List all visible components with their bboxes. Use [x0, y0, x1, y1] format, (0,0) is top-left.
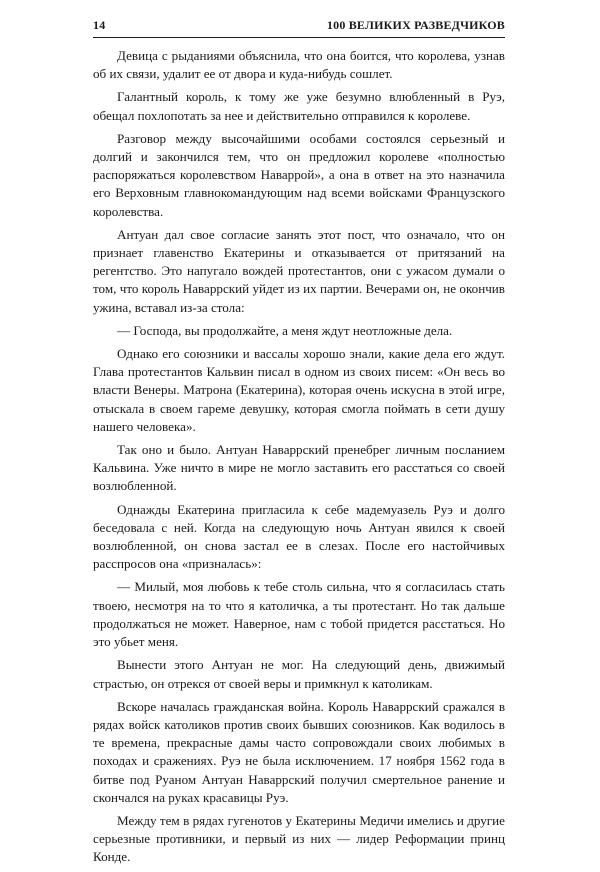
body-text — [93, 47, 505, 872]
paragraph: Разговор между высочайшими особами состоялся серьезный и долгий и закончился тем, что он предложил королеве «полностью распоряжаться королевством Наваррой», а она в ответ на это назначила его Верховным главнокомандующим над всеми войсками Французского королевства. — [93, 130, 505, 219]
paragraph: Между тем в рядах гугенотов у Екатерины Медичи имелись и другие серьезные противники, и первый из них — лидер Реформации принц Конде. — [93, 812, 505, 865]
paragraph: Галантный король, к тому же уже безумно влюбленный в Руэ, обещал похлопотать за нее и действительно отправился к королеве. — [93, 89, 505, 123]
running-head — [93, 18, 505, 33]
book-title: 100 ВЕЛИКИХ РАЗВЕДЧИКОВ — [326, 18, 505, 32]
paragraph: Девица с рыданиями объяснила, что она боится, что королева, узнав об их связи, удалит ее от двора и куда-нибудь сошлет. — [93, 48, 505, 82]
paragraph: Антуан дал свое согласие занять этот пост, что означало, что он признает главенство Екатерины и отказывается от притязаний на регентство. Это напугало вождей протестантов, они с ужасом думали о том, что король Наваррский уйдет из их партии. Вечерами он, не окончив ужина, вставал из-за стола: — [93, 226, 505, 315]
header-rule — [93, 37, 505, 38]
paragraph: — Милый, моя любовь к тебе столь сильна, что я согласилась стать твоею, несмотря на то что я католичка, а ты протестант. Но так дальше продолжаться не может. Наверное, нам с тобой придется расстаться. Но это убьет меня. — [93, 579, 505, 650]
paragraph: Однако его союзники и вассалы хорошо знали, какие дела его ждут. Глава протестантов Кальвин писал в одном из своих писем: «Он весь во власти Венеры. Матрона (Екатерина), которая очень искусна в этой игре, отыскала в своем гареме девушку, которая смогла поймать в сети душу нашего человека». — [93, 346, 505, 434]
paragraph: Однажды Екатерина пригласила к себе мадемуазель Руэ и долго беседовала с ней. Когда на следующую ночь Антуан явился к своей возлюбленной, он снова застал ее в слезах. После его настойчивых расспросов она «призналась»: — [93, 501, 505, 572]
paragraph: — Господа, вы продолжайте, а меня ждут неотложные дела. — [117, 322, 453, 338]
page-number: 14 — [93, 18, 106, 32]
paragraph: Так оно и было. Антуан Наваррский пренебрег личным посланием Кальвина. Уже ничто в мире не могло заставить его расстаться со своей возлюбленной. — [93, 442, 505, 494]
paragraph: Вынести этого Антуан не мог. На следующий день, движимый страстью, он отрекся от своей веры и примкнул к католикам. — [93, 657, 505, 691]
paragraph: Вскоре началась гражданская война. Король Наваррский сражался в рядах войск католиков против своих бывших союзников. Как водилось в те времена, прекрасные дамы часто сопровождали своих любимых в походах и сражениях. Руэ не была исключением. 17 ноября 1562 года в битве под Руаном Антуан Наваррский получил смертельное ранение и скончался на руках красавицы Руэ. — [93, 698, 505, 805]
